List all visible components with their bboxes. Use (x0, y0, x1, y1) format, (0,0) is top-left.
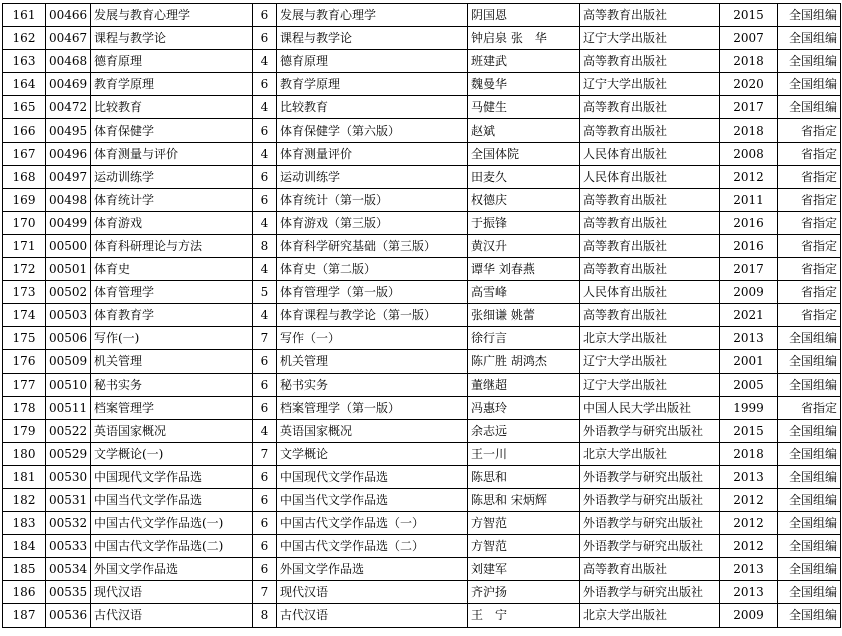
cell-textbook-title: 教育学原理 (277, 73, 468, 96)
cell-textbook-title: 中国古代文学作品选（二） (277, 535, 468, 558)
cell-course-code: 00500 (46, 234, 91, 257)
cell-textbook-title: 英语国家概况 (277, 419, 468, 442)
cell-textbook-title: 中国现代文学作品选 (277, 465, 468, 488)
cell-year: 2012 (720, 535, 778, 558)
cell-course-code: 00529 (46, 442, 91, 465)
cell-compile-type: 全国组编 (778, 512, 841, 535)
table-row (3, 27, 841, 50)
cell-publisher: 高等教育出版社 (580, 4, 720, 27)
cell-course-code: 00469 (46, 73, 91, 96)
cell-serial-number: 186 (3, 581, 46, 604)
cell-year: 2017 (720, 96, 778, 119)
cell-publisher: 中国人民大学出版社 (580, 396, 720, 419)
cell-author: 赵斌 (468, 119, 580, 142)
cell-publisher: 人民体育出版社 (580, 142, 720, 165)
cell-publisher: 外语教学与研究出版社 (580, 465, 720, 488)
cell-course-code: 00509 (46, 350, 91, 373)
cell-course-name: 中国当代文学作品选 (91, 488, 253, 511)
cell-course-code: 00499 (46, 211, 91, 234)
cell-author: 阴国恩 (468, 4, 580, 27)
cell-author: 陈广胜 胡鸿杰 (468, 350, 580, 373)
table-row (3, 73, 841, 96)
cell-credits: 4 (253, 50, 277, 73)
cell-author: 谭华 刘春燕 (468, 258, 580, 281)
table-row (3, 465, 841, 488)
cell-compile-type: 省指定 (778, 281, 841, 304)
table-row (3, 488, 841, 511)
cell-course-code: 00468 (46, 50, 91, 73)
cell-publisher: 高等教育出版社 (580, 96, 720, 119)
cell-compile-type: 省指定 (778, 211, 841, 234)
cell-course-name: 现代汉语 (91, 581, 253, 604)
cell-course-code: 00536 (46, 604, 91, 627)
cell-compile-type: 省指定 (778, 188, 841, 211)
cell-serial-number: 181 (3, 465, 46, 488)
cell-textbook-title: 体育课程与教学论（第一版） (277, 304, 468, 327)
cell-textbook-title: 体育保健学（第六版） (277, 119, 468, 142)
cell-year: 2013 (720, 327, 778, 350)
cell-compile-type: 省指定 (778, 396, 841, 419)
cell-publisher: 外语教学与研究出版社 (580, 419, 720, 442)
cell-textbook-title: 体育测量评价 (277, 142, 468, 165)
cell-author: 徐行言 (468, 327, 580, 350)
table-row (3, 50, 841, 73)
cell-course-code: 00535 (46, 581, 91, 604)
cell-year: 2005 (720, 373, 778, 396)
cell-serial-number: 187 (3, 604, 46, 627)
cell-serial-number: 174 (3, 304, 46, 327)
cell-textbook-title: 机关管理 (277, 350, 468, 373)
cell-author: 冯惠玲 (468, 396, 580, 419)
cell-year: 2020 (720, 73, 778, 96)
cell-author: 方智范 (468, 535, 580, 558)
cell-publisher: 高等教育出版社 (580, 119, 720, 142)
cell-course-code: 00495 (46, 119, 91, 142)
cell-author: 齐沪扬 (468, 581, 580, 604)
cell-compile-type: 全国组编 (778, 465, 841, 488)
cell-credits: 6 (253, 558, 277, 581)
cell-textbook-title: 比较教育 (277, 96, 468, 119)
cell-credits: 6 (253, 488, 277, 511)
cell-publisher: 北京大学出版社 (580, 442, 720, 465)
cell-year: 2018 (720, 50, 778, 73)
cell-credits: 4 (253, 142, 277, 165)
cell-credits: 6 (253, 73, 277, 96)
cell-publisher: 外语教学与研究出版社 (580, 512, 720, 535)
cell-publisher: 北京大学出版社 (580, 327, 720, 350)
cell-compile-type: 省指定 (778, 258, 841, 281)
cell-textbook-title: 古代汉语 (277, 604, 468, 627)
cell-publisher: 辽宁大学出版社 (580, 373, 720, 396)
cell-course-name: 体育科研理论与方法 (91, 234, 253, 257)
cell-course-code: 00466 (46, 4, 91, 27)
cell-year: 2018 (720, 119, 778, 142)
cell-serial-number: 173 (3, 281, 46, 304)
cell-course-name: 外国文学作品选 (91, 558, 253, 581)
cell-course-code: 00498 (46, 188, 91, 211)
cell-course-name: 课程与教学论 (91, 27, 253, 50)
cell-course-name: 体育测量与评价 (91, 142, 253, 165)
cell-publisher: 高等教育出版社 (580, 558, 720, 581)
cell-year: 2013 (720, 465, 778, 488)
cell-serial-number: 179 (3, 419, 46, 442)
cell-textbook-title: 体育游戏（第三版） (277, 211, 468, 234)
cell-compile-type: 全国组编 (778, 535, 841, 558)
cell-course-code: 00511 (46, 396, 91, 419)
cell-serial-number: 185 (3, 558, 46, 581)
cell-course-name: 体育教育学 (91, 304, 253, 327)
cell-author: 陈思和 (468, 465, 580, 488)
cell-serial-number: 172 (3, 258, 46, 281)
cell-textbook-title: 发展与教育心理学 (277, 4, 468, 27)
cell-credits: 7 (253, 442, 277, 465)
cell-compile-type: 全国组编 (778, 327, 841, 350)
cell-author: 张细谦 姚蕾 (468, 304, 580, 327)
cell-course-code: 00522 (46, 419, 91, 442)
cell-textbook-title: 秘书实务 (277, 373, 468, 396)
cell-year: 2001 (720, 350, 778, 373)
cell-author: 王一川 (468, 442, 580, 465)
cell-course-code: 00467 (46, 27, 91, 50)
cell-course-name: 秘书实务 (91, 373, 253, 396)
cell-year: 2013 (720, 558, 778, 581)
cell-course-name: 档案管理学 (91, 396, 253, 419)
cell-credits: 6 (253, 188, 277, 211)
cell-credits: 6 (253, 350, 277, 373)
cell-textbook-title: 德育原理 (277, 50, 468, 73)
cell-credits: 6 (253, 535, 277, 558)
table-row (3, 281, 841, 304)
cell-publisher: 高等教育出版社 (580, 50, 720, 73)
cell-compile-type: 全国组编 (778, 419, 841, 442)
cell-serial-number: 170 (3, 211, 46, 234)
cell-compile-type: 全国组编 (778, 488, 841, 511)
cell-serial-number: 165 (3, 96, 46, 119)
table-row (3, 604, 841, 627)
cell-year: 2016 (720, 211, 778, 234)
cell-year: 2011 (720, 188, 778, 211)
cell-course-name: 教育学原理 (91, 73, 253, 96)
table-row (3, 512, 841, 535)
cell-author: 方智范 (468, 512, 580, 535)
cell-compile-type: 省指定 (778, 165, 841, 188)
cell-compile-type: 全国组编 (778, 604, 841, 627)
cell-textbook-title: 体育科学研究基础（第三版） (277, 234, 468, 257)
cell-course-name: 体育管理学 (91, 281, 253, 304)
cell-credits: 6 (253, 396, 277, 419)
cell-course-code: 00472 (46, 96, 91, 119)
cell-textbook-title: 外国文学作品选 (277, 558, 468, 581)
cell-serial-number: 180 (3, 442, 46, 465)
cell-credits: 6 (253, 165, 277, 188)
cell-author: 高雪峰 (468, 281, 580, 304)
cell-serial-number: 184 (3, 535, 46, 558)
cell-serial-number: 169 (3, 188, 46, 211)
cell-publisher: 辽宁大学出版社 (580, 73, 720, 96)
table-row (3, 535, 841, 558)
cell-credits: 8 (253, 234, 277, 257)
cell-textbook-title: 体育管理学（第一版） (277, 281, 468, 304)
cell-course-name: 比较教育 (91, 96, 253, 119)
table-row (3, 119, 841, 142)
cell-compile-type: 全国组编 (778, 442, 841, 465)
cell-course-code: 00531 (46, 488, 91, 511)
cell-publisher: 高等教育出版社 (580, 234, 720, 257)
cell-author: 王 宁 (468, 604, 580, 627)
cell-credits: 8 (253, 604, 277, 627)
cell-course-name: 写作(一) (91, 327, 253, 350)
cell-course-name: 运动训练学 (91, 165, 253, 188)
cell-serial-number: 176 (3, 350, 46, 373)
cell-year: 2009 (720, 604, 778, 627)
cell-year: 2007 (720, 27, 778, 50)
cell-course-code: 00530 (46, 465, 91, 488)
cell-year: 2015 (720, 4, 778, 27)
cell-compile-type: 全国组编 (778, 4, 841, 27)
cell-author: 马健生 (468, 96, 580, 119)
cell-author: 田麦久 (468, 165, 580, 188)
cell-course-name: 体育史 (91, 258, 253, 281)
cell-publisher: 人民体育出版社 (580, 165, 720, 188)
cell-course-name: 德育原理 (91, 50, 253, 73)
table-row (3, 304, 841, 327)
cell-course-name: 文学概论(一) (91, 442, 253, 465)
cell-serial-number: 178 (3, 396, 46, 419)
cell-author: 钟启泉 张 华 (468, 27, 580, 50)
cell-compile-type: 全国组编 (778, 27, 841, 50)
cell-serial-number: 164 (3, 73, 46, 96)
cell-course-name: 中国现代文学作品选 (91, 465, 253, 488)
cell-publisher: 外语教学与研究出版社 (580, 581, 720, 604)
cell-course-code: 00506 (46, 327, 91, 350)
cell-author: 董继超 (468, 373, 580, 396)
table-row (3, 234, 841, 257)
table-row (3, 419, 841, 442)
cell-serial-number: 168 (3, 165, 46, 188)
cell-course-name: 机关管理 (91, 350, 253, 373)
cell-compile-type: 省指定 (778, 304, 841, 327)
cell-credits: 6 (253, 465, 277, 488)
cell-textbook-title: 体育统计（第一版） (277, 188, 468, 211)
cell-credits: 4 (253, 258, 277, 281)
cell-serial-number: 167 (3, 142, 46, 165)
cell-course-name: 发展与教育心理学 (91, 4, 253, 27)
table-row (3, 442, 841, 465)
cell-serial-number: 162 (3, 27, 46, 50)
cell-publisher: 高等教育出版社 (580, 304, 720, 327)
cell-course-name: 古代汉语 (91, 604, 253, 627)
cell-author: 班建武 (468, 50, 580, 73)
cell-compile-type: 全国组编 (778, 558, 841, 581)
cell-year: 2017 (720, 258, 778, 281)
cell-author: 权德庆 (468, 188, 580, 211)
cell-credits: 7 (253, 581, 277, 604)
table-row (3, 327, 841, 350)
cell-serial-number: 171 (3, 234, 46, 257)
cell-author: 刘建军 (468, 558, 580, 581)
cell-textbook-title: 文学概论 (277, 442, 468, 465)
table-row (3, 258, 841, 281)
cell-serial-number: 177 (3, 373, 46, 396)
cell-course-code: 00534 (46, 558, 91, 581)
cell-publisher: 高等教育出版社 (580, 211, 720, 234)
cell-author: 全国体院 (468, 142, 580, 165)
cell-credits: 6 (253, 119, 277, 142)
cell-course-code: 00533 (46, 535, 91, 558)
cell-year: 1999 (720, 396, 778, 419)
cell-publisher: 辽宁大学出版社 (580, 350, 720, 373)
cell-year: 2013 (720, 581, 778, 604)
cell-compile-type: 全国组编 (778, 73, 841, 96)
cell-credits: 5 (253, 281, 277, 304)
table-row (3, 396, 841, 419)
cell-compile-type: 全国组编 (778, 581, 841, 604)
document-page (2, 3, 841, 628)
cell-credits: 6 (253, 27, 277, 50)
cell-textbook-title: 档案管理学（第一版） (277, 396, 468, 419)
cell-serial-number: 182 (3, 488, 46, 511)
cell-serial-number: 183 (3, 512, 46, 535)
cell-textbook-title: 写作（一） (277, 327, 468, 350)
cell-course-name: 体育保健学 (91, 119, 253, 142)
cell-publisher: 辽宁大学出版社 (580, 27, 720, 50)
cell-publisher: 外语教学与研究出版社 (580, 488, 720, 511)
cell-year: 2018 (720, 442, 778, 465)
cell-textbook-title: 中国古代文学作品选（一） (277, 512, 468, 535)
cell-compile-type: 全国组编 (778, 96, 841, 119)
cell-author: 魏曼华 (468, 73, 580, 96)
cell-textbook-title: 体育史（第二版） (277, 258, 468, 281)
cell-course-code: 00532 (46, 512, 91, 535)
cell-course-name: 体育游戏 (91, 211, 253, 234)
cell-year: 2015 (720, 419, 778, 442)
cell-textbook-title: 现代汉语 (277, 581, 468, 604)
cell-credits: 4 (253, 211, 277, 234)
cell-author: 陈思和 宋炳辉 (468, 488, 580, 511)
cell-credits: 7 (253, 327, 277, 350)
table-body (3, 4, 841, 628)
table-row (3, 165, 841, 188)
cell-year: 2008 (720, 142, 778, 165)
cell-publisher: 北京大学出版社 (580, 604, 720, 627)
cell-serial-number: 166 (3, 119, 46, 142)
cell-year: 2012 (720, 512, 778, 535)
cell-year: 2009 (720, 281, 778, 304)
cell-serial-number: 161 (3, 4, 46, 27)
table-row (3, 558, 841, 581)
table-row (3, 4, 841, 27)
cell-course-code: 00503 (46, 304, 91, 327)
textbook-table (2, 3, 841, 628)
cell-textbook-title: 中国当代文学作品选 (277, 488, 468, 511)
cell-course-name: 英语国家概况 (91, 419, 253, 442)
cell-textbook-title: 运动训练学 (277, 165, 468, 188)
cell-year: 2012 (720, 488, 778, 511)
cell-course-code: 00497 (46, 165, 91, 188)
cell-serial-number: 175 (3, 327, 46, 350)
cell-compile-type: 省指定 (778, 119, 841, 142)
cell-compile-type: 省指定 (778, 142, 841, 165)
cell-course-code: 00501 (46, 258, 91, 281)
cell-author: 于振锋 (468, 211, 580, 234)
cell-publisher: 高等教育出版社 (580, 188, 720, 211)
cell-course-code: 00510 (46, 373, 91, 396)
cell-author: 余志远 (468, 419, 580, 442)
cell-course-name: 中国古代文学作品选(一) (91, 512, 253, 535)
cell-credits: 6 (253, 512, 277, 535)
cell-publisher: 外语教学与研究出版社 (580, 535, 720, 558)
cell-author: 黄汉升 (468, 234, 580, 257)
cell-compile-type: 全国组编 (778, 50, 841, 73)
table-row (3, 188, 841, 211)
cell-credits: 4 (253, 419, 277, 442)
cell-credits: 4 (253, 304, 277, 327)
table-row (3, 373, 841, 396)
table-row (3, 142, 841, 165)
cell-year: 2012 (720, 165, 778, 188)
cell-compile-type: 全国组编 (778, 350, 841, 373)
cell-credits: 4 (253, 96, 277, 119)
table-row (3, 350, 841, 373)
cell-textbook-title: 课程与教学论 (277, 27, 468, 50)
cell-publisher: 人民体育出版社 (580, 281, 720, 304)
cell-compile-type: 全国组编 (778, 373, 841, 396)
cell-course-name: 体育统计学 (91, 188, 253, 211)
table-row (3, 581, 841, 604)
cell-credits: 6 (253, 373, 277, 396)
cell-publisher: 高等教育出版社 (580, 258, 720, 281)
cell-compile-type: 省指定 (778, 234, 841, 257)
cell-course-name: 中国古代文学作品选(二) (91, 535, 253, 558)
cell-credits: 6 (253, 4, 277, 27)
cell-year: 2021 (720, 304, 778, 327)
cell-year: 2016 (720, 234, 778, 257)
cell-serial-number: 163 (3, 50, 46, 73)
table-row (3, 211, 841, 234)
table-row (3, 96, 841, 119)
cell-course-code: 00496 (46, 142, 91, 165)
cell-course-code: 00502 (46, 281, 91, 304)
